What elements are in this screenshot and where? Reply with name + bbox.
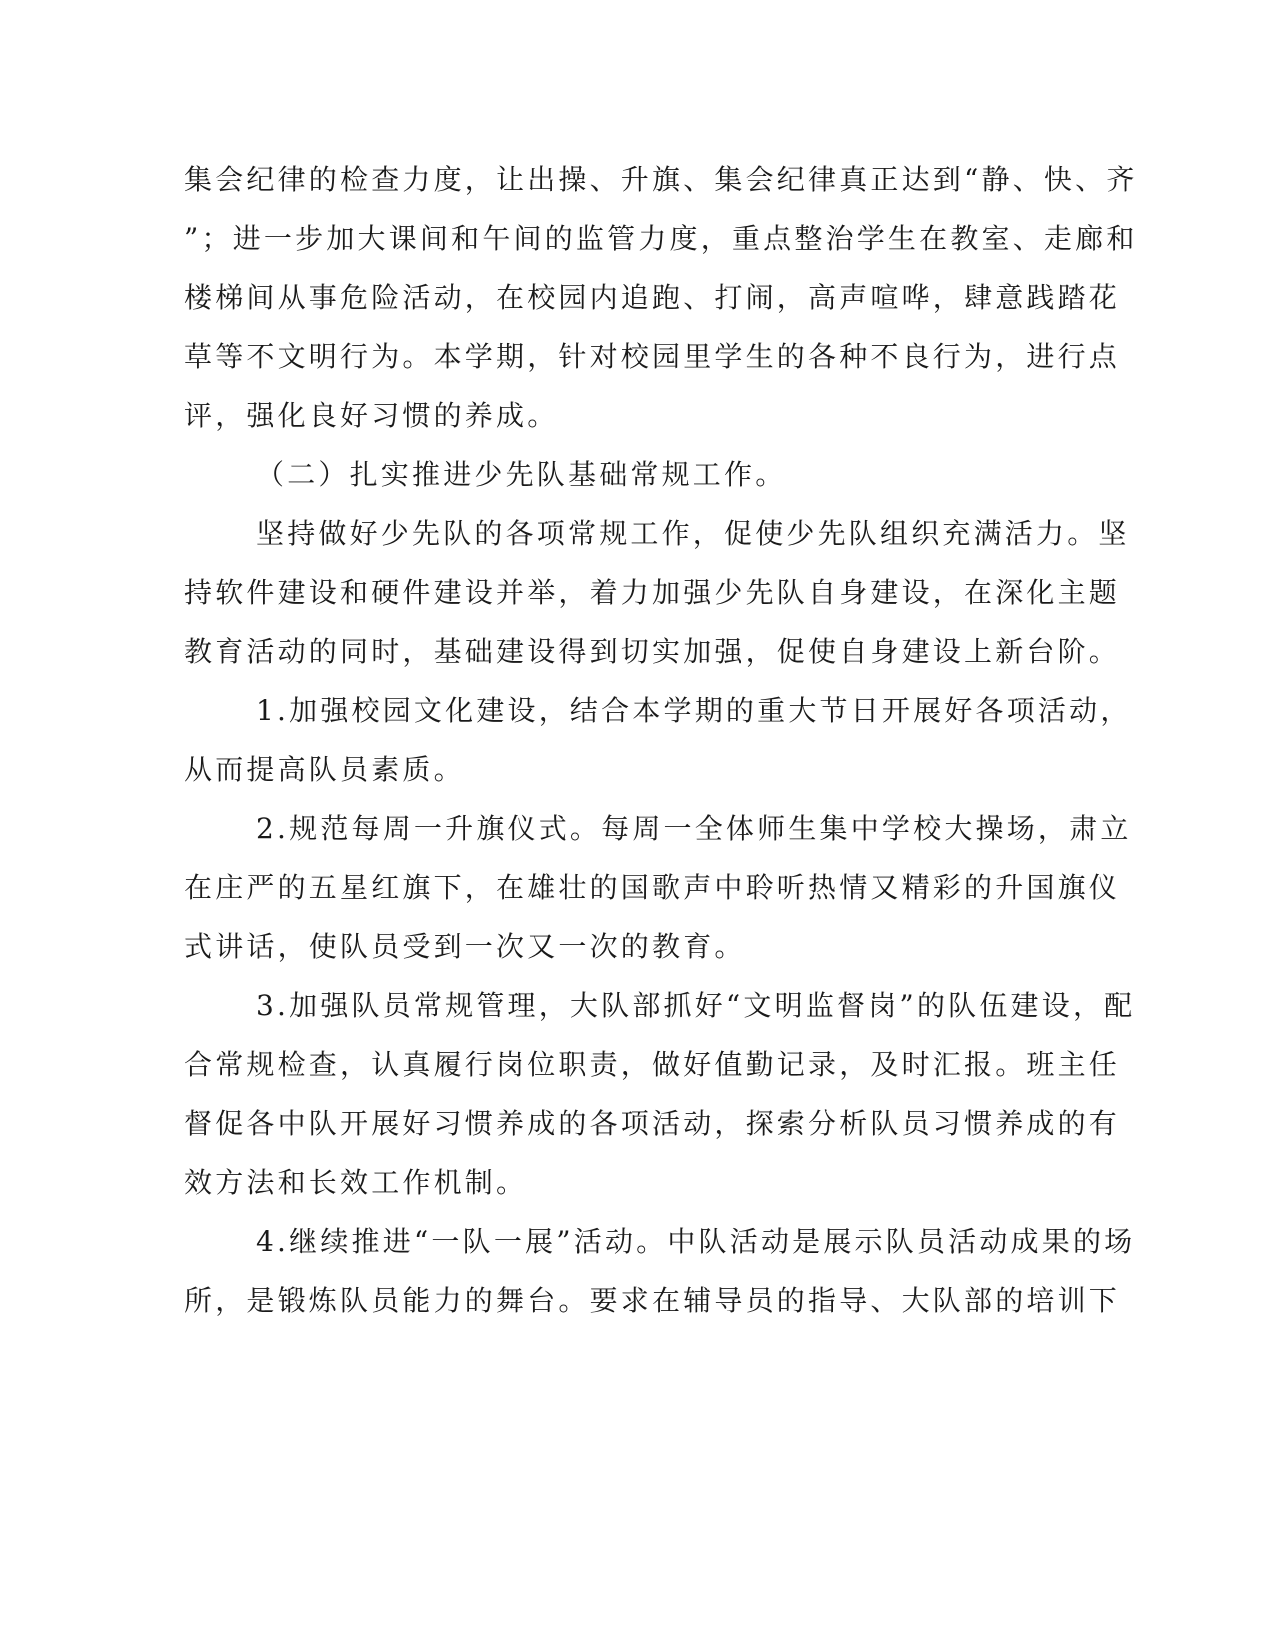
text-line: ”；进一步加大课间和午间的监管力度，重点整治学生在教室、走廊和 [184,222,1138,255]
text-line: 评，强化良好习惯的养成。 [184,399,559,432]
text-line: 合常规检查，认真履行岗位职责，做好值勤记录，及时汇报。班主任 [184,1048,1121,1081]
list-item-1: 1.加强校园文化建设，结合本学期的重大节日开展好各项活动， [256,694,1132,727]
text-line: 集会纪律的检查力度，让出操、升旗、集会纪律真正达到“静、快、齐 [184,163,1138,196]
text-line: 督促各中队开展好习惯养成的各项活动，探索分析队员习惯养成的有 [184,1107,1121,1140]
text-line: 式讲话，使队员受到一次又一次的教育。 [184,930,746,963]
section-heading: （二）扎实推进少先队基础常规工作。 [256,458,787,491]
list-item-3: 3.加强队员常规管理，大队部抓好“文明监督岗”的队伍建设，配 [256,989,1136,1022]
list-item-4: 4.继续推进“一队一展”活动。中队活动是展示队员活动成果的场 [256,1225,1136,1258]
text-line: 从而提高队员素质。 [184,753,465,786]
text-line: 持软件建设和硬件建设并举，着力加强少先队自身建设，在深化主题 [184,576,1121,609]
text-line: 在庄严的五星红旗下，在雄壮的国歌声中聆听热情又精彩的升国旗仪 [184,871,1121,904]
text-line: 教育活动的同时，基础建设得到切实加强，促使自身建设上新台阶。 [184,635,1121,668]
text-line: 草等不文明行为。本学期，针对校园里学生的各种不良行为，进行点 [184,340,1121,373]
text-line: 楼梯间从事危险活动，在校园内追跑、打闹，高声喧哗，肆意践踏花 [184,281,1121,314]
text-line: 效方法和长效工作机制。 [184,1166,528,1199]
text-line: 所，是锻炼队员能力的舞台。要求在辅导员的指导、大队部的培训下 [184,1284,1121,1317]
text-line: 坚持做好少先队的各项常规工作，促使少先队组织充满活力。坚 [256,517,1130,550]
list-item-2: 2.规范每周一升旗仪式。每周一全体师生集中学校大操场，肃立 [256,812,1132,845]
